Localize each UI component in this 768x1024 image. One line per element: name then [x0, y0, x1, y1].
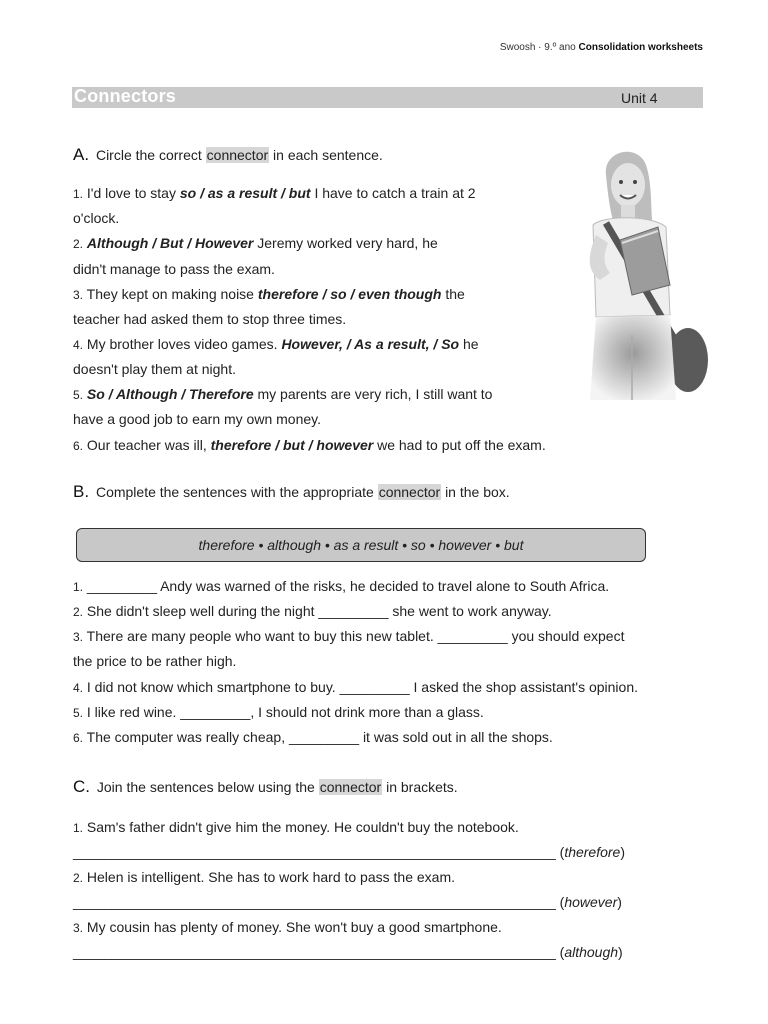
- a-options-2[interactable]: Although / But / However: [86, 235, 254, 251]
- a-options-5[interactable]: So / Although / Therefore: [86, 386, 254, 402]
- b-item-4[interactable]: 4. I did not know which smartphone to buy. _________ I asked the shop assistant's opinion.: [73, 679, 639, 695]
- section-a-heading: [73, 145, 383, 165]
- section-b-instruction: Complete the sentences with the appropriate: [95, 484, 374, 500]
- section-b-instruction-end: in the box.: [445, 484, 510, 500]
- a-item-4-cont: doesn't play them at night.: [73, 361, 236, 377]
- c-answer-3[interactable]: ______________________________________________________________ (although): [73, 944, 623, 960]
- b-item-6[interactable]: 6. The computer was really cheap, _________ it was sold out in all the shops.: [73, 729, 553, 745]
- section-c-heading: [73, 777, 458, 797]
- b-item-2[interactable]: 2. She didn't sleep well during the night _________ she went to work anyway.: [73, 603, 552, 619]
- a-item-1-cont: o'clock.: [73, 210, 120, 226]
- word-box: therefore • although • as a result • so • however • but: [76, 528, 646, 562]
- series-name: Consolidation worksheets: [578, 42, 703, 53]
- c-item-3: 3. My cousin has plenty of money. She won't buy a good smartphone.: [73, 919, 502, 935]
- section-c-instruction: Join the sentences below using the: [96, 779, 315, 795]
- a-item-2-cont: didn't manage to pass the exam.: [73, 261, 275, 277]
- a-item-2: 2. Although / But / However Jeremy worked very hard, he: [73, 235, 438, 251]
- c-item-2: 2. Helen is intelligent. She has to work hard to pass the exam.: [73, 869, 455, 885]
- section-b-highlight: connector: [378, 484, 441, 500]
- a-item-1: 1. I'd love to stay so / as a result / but I have to catch a train at 2: [73, 185, 476, 201]
- section-a-highlight: connector: [206, 147, 269, 163]
- c-answer-2[interactable]: ______________________________________________________________ (however): [73, 894, 622, 910]
- a-item-5-cont: have a good job to earn my own money.: [73, 411, 322, 427]
- a-item-3-cont: teacher had asked them to stop three times.: [73, 311, 347, 327]
- a-item-6: 6. Our teacher was ill, therefore / but / however we had to put off the exam.: [73, 437, 546, 453]
- book-name: Swoosh · 9.º ano: [499, 42, 576, 53]
- a-item-5: 5. So / Although / Therefore my parents are very rich, I still want to: [73, 386, 493, 402]
- a-options-1[interactable]: so / as a result / but: [179, 185, 311, 201]
- student-photo: [558, 145, 708, 400]
- a-options-4[interactable]: However, / As a result, / So: [281, 336, 460, 352]
- c-connector-1: therefore: [564, 844, 621, 860]
- section-a-instruction: Circle the correct: [95, 147, 202, 163]
- a-options-6[interactable]: therefore / but / however: [210, 437, 374, 453]
- section-b-letter: B.: [73, 482, 90, 501]
- c-connector-2: however: [564, 894, 618, 910]
- section-a-instruction-end: in each sentence.: [273, 147, 383, 163]
- c-item-1: 1. Sam's father didn't give him the money. He couldn't buy the notebook.: [73, 819, 519, 835]
- a-options-3[interactable]: therefore / so / even though: [257, 286, 442, 302]
- c-connector-3: although: [564, 944, 619, 960]
- unit-label: Unit 4: [621, 90, 658, 106]
- section-c-instruction-end: in brackets.: [386, 779, 458, 795]
- section-a-letter: A.: [73, 145, 90, 164]
- page-title: Connectors: [74, 86, 177, 106]
- b-item-3[interactable]: 3. There are many people who want to buy this new tablet. _________ you should expect: [73, 628, 625, 644]
- a-item-4: 4. My brother loves video games. However, / As a result, / So he: [73, 336, 479, 352]
- section-b-heading: [73, 482, 510, 502]
- a-item-3: 3. They kept on making noise therefore / so / even though the: [73, 286, 465, 302]
- running-header: [0, 42, 703, 53]
- b-item-3-cont: the price to be rather high.: [73, 653, 237, 669]
- b-item-1[interactable]: 1. _________ Andy was warned of the risks, he decided to travel alone to South Africa.: [73, 578, 610, 594]
- b-item-5[interactable]: 5. I like red wine. _________, I should not drink more than a glass.: [73, 704, 484, 720]
- section-c-highlight: connector: [319, 779, 382, 795]
- c-answer-1[interactable]: ______________________________________________________________ (therefore): [73, 844, 626, 860]
- section-c-letter: C.: [73, 777, 90, 796]
